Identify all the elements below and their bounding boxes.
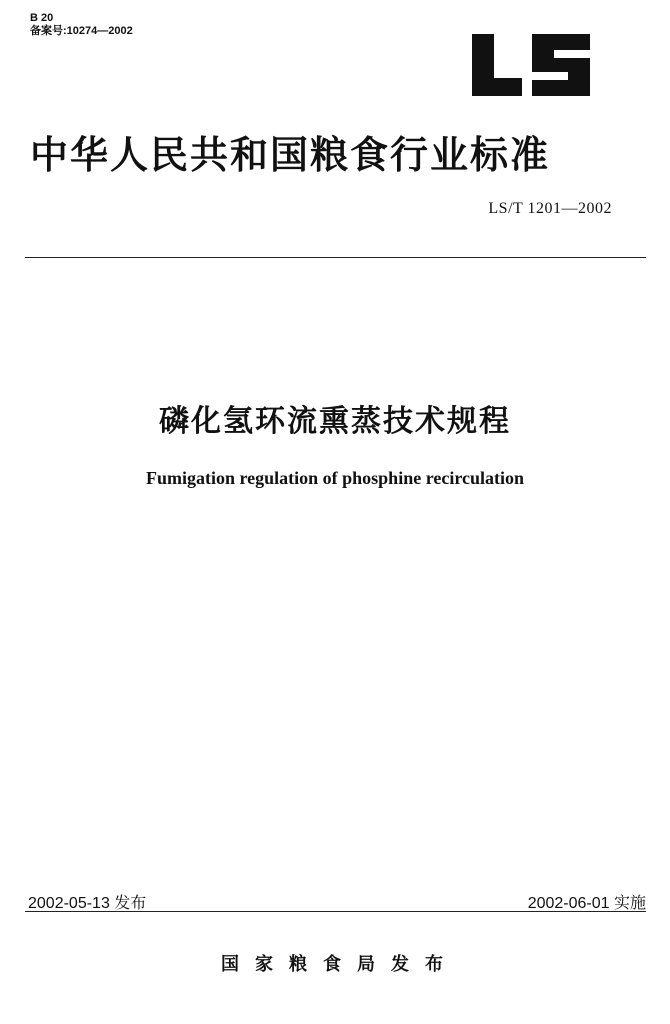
footer-divider <box>25 911 646 912</box>
standard-number: LS/T 1201—2002 <box>488 200 612 217</box>
filing-number: 备案号:10274—2002 <box>30 25 133 37</box>
document-title-en: Fumigation regulation of phosphine recirculation <box>145 468 525 488</box>
header-divider <box>25 257 646 258</box>
issuer: 国家粮食局发布 <box>221 954 459 975</box>
classification-code: B 20 <box>30 12 54 24</box>
classification-block <box>30 12 133 38</box>
issue-date: 2002-05-13 发布 <box>28 895 147 912</box>
org-title: 中华人民共和国粮食行业标准 <box>30 133 551 177</box>
document-title-cn: 磷化氢环流熏蒸技术规程 <box>159 404 511 439</box>
implementation-date: 2002-06-01 实施 <box>527 895 646 912</box>
ls-logo <box>470 30 592 102</box>
